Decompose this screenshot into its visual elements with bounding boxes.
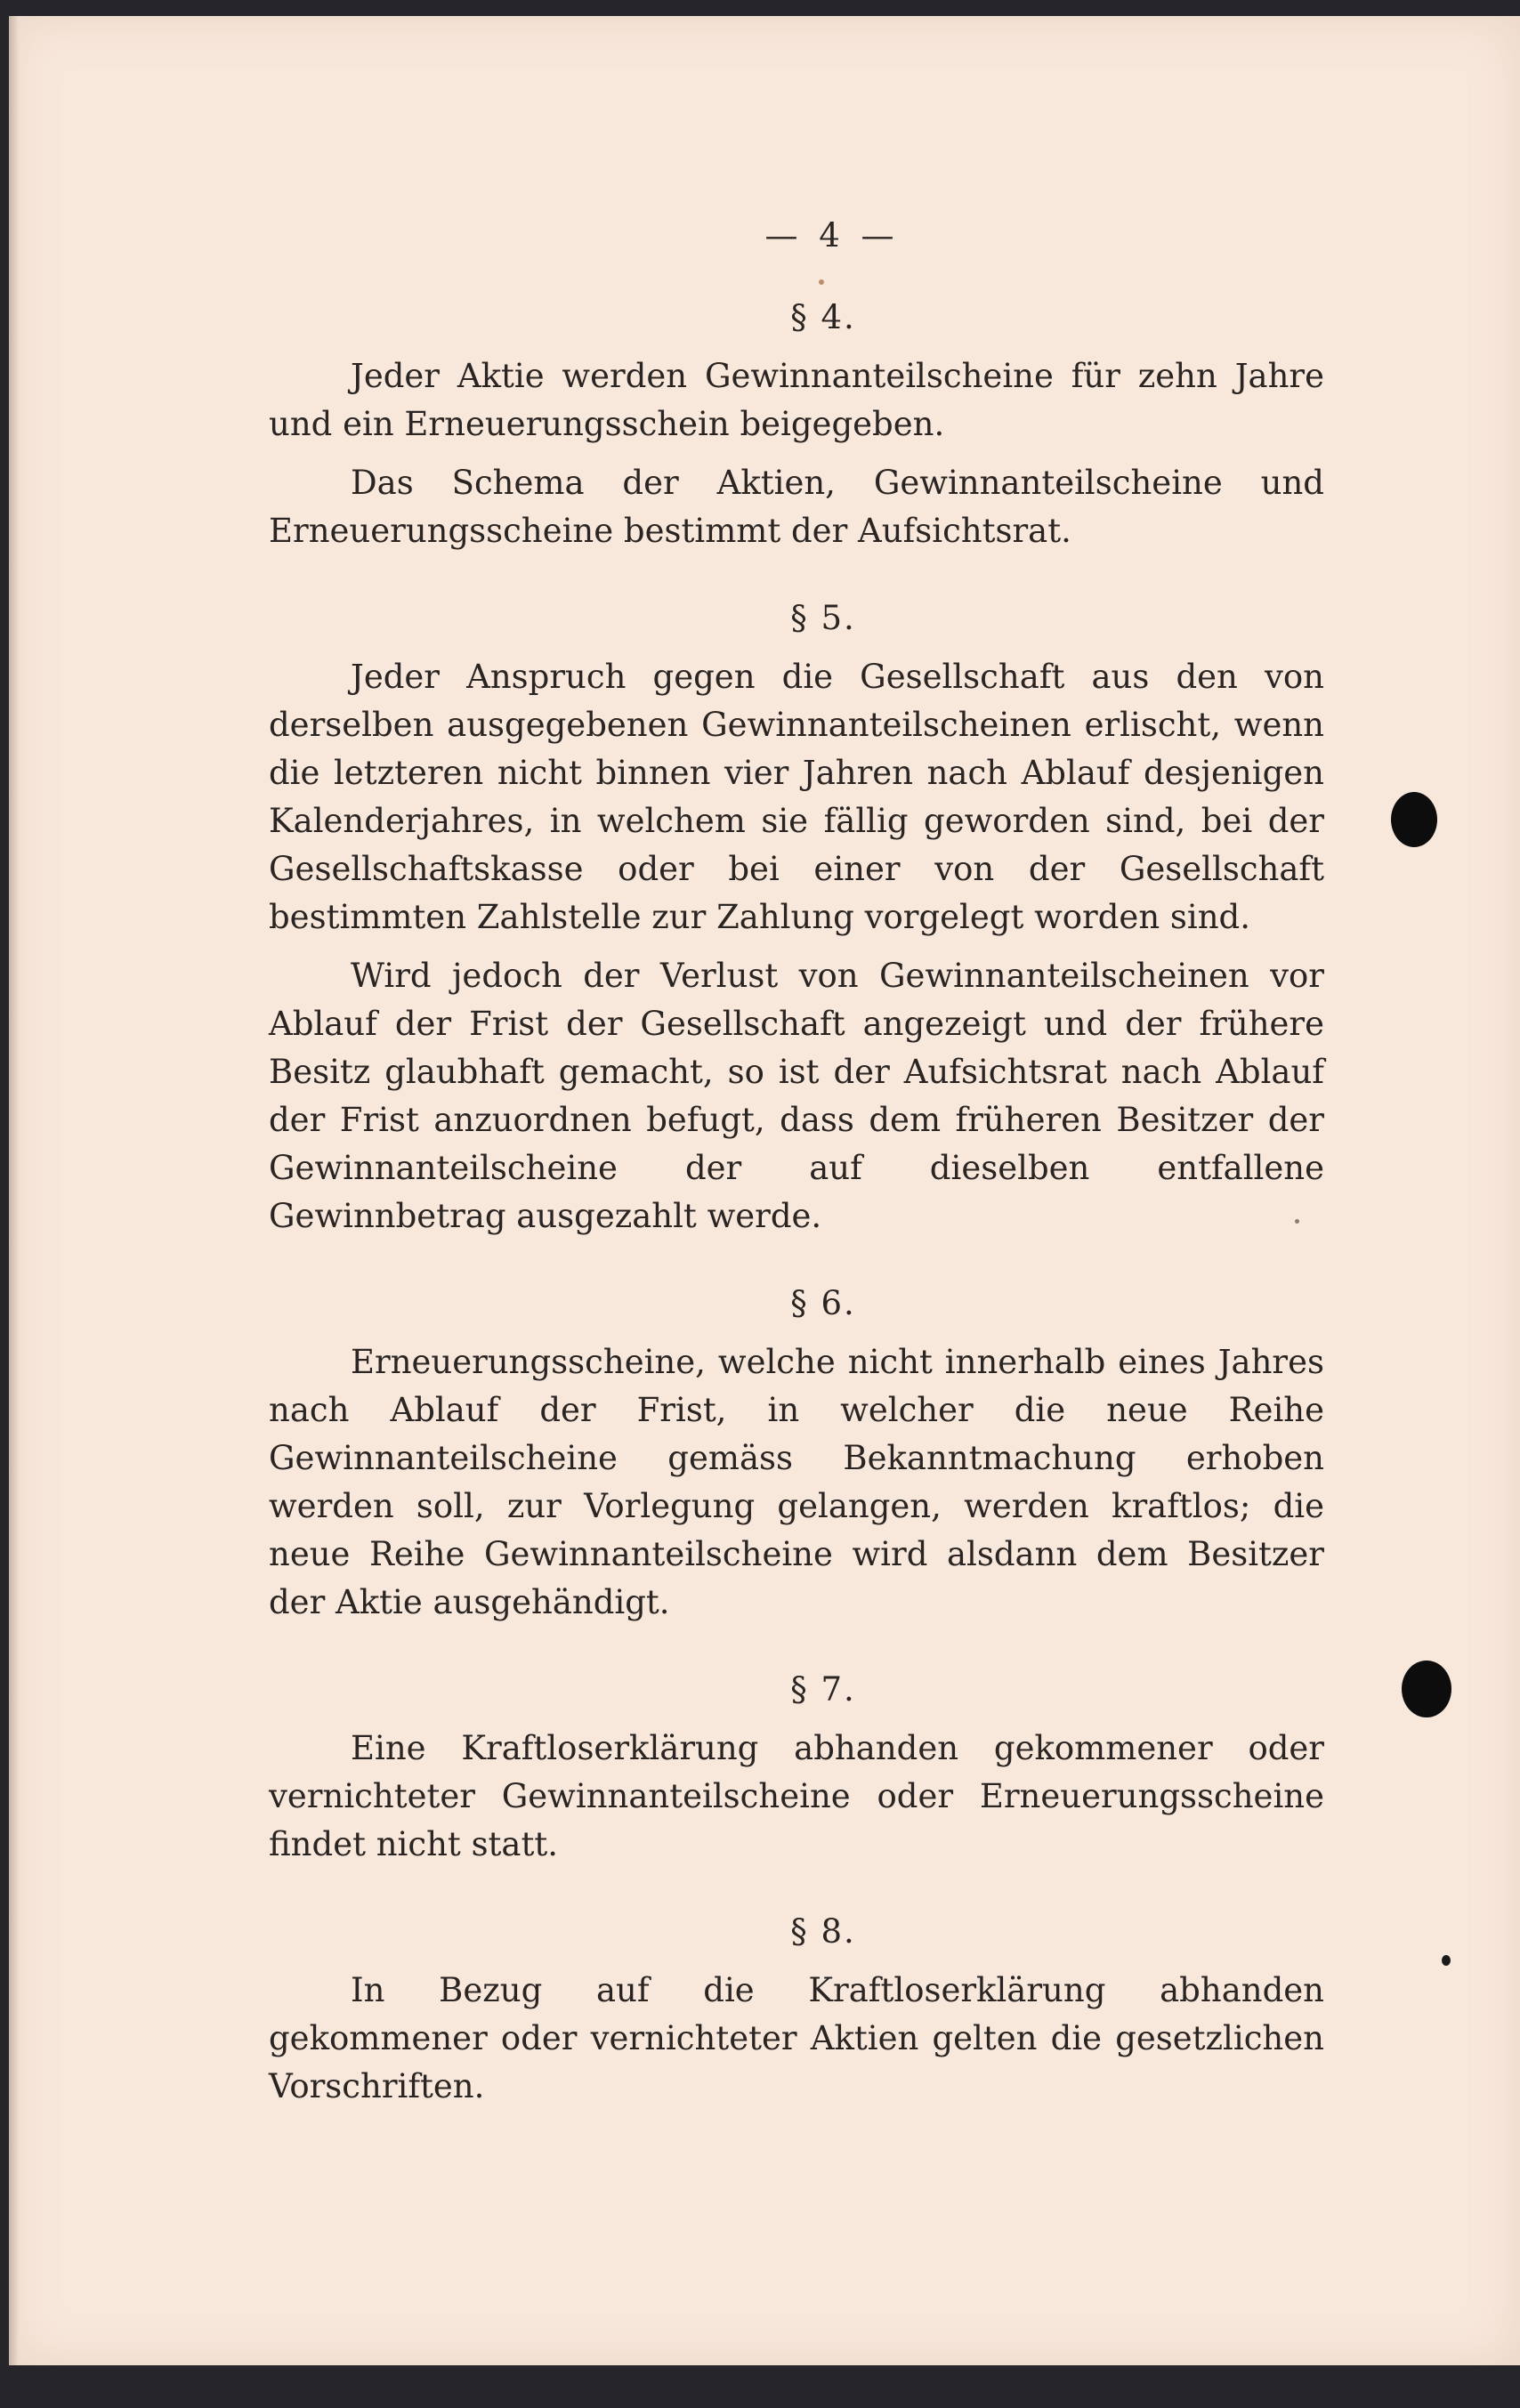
document-body xyxy=(269,212,1324,2150)
page-number: — 4 — xyxy=(764,216,900,255)
section-7 xyxy=(269,1666,1324,1869)
ink-speck xyxy=(1442,1955,1451,1966)
paragraph: Erneuerungsscheine, welche nicht innerhalb eines Jahres nach Ablauf der Frist, in welcher die neue Reihe Gewinnanteilscheine gemäss Bekanntmachung erhoben werden soll, zur Vorlegung gelangen, werden kraftlos; die neue Reihe Gewinnanteilscheine wird alsdann dem Besitzer der Aktie ausgehändigt. xyxy=(269,1343,1324,1621)
section-8 xyxy=(269,1908,1324,2111)
section-4 xyxy=(269,294,1324,555)
section-heading: § 6. xyxy=(790,1284,856,1322)
paragraph: In Bezug auf die Kraftloserklärung abhanden gekommener oder vernichteter Aktien gelten die gesetzlichen Vorschriften. xyxy=(269,1971,1324,2105)
punch-hole xyxy=(1402,1661,1451,1717)
paper-edge xyxy=(9,16,20,2365)
paragraph: Eine Kraftloserklärung abhanden gekommener oder vernichteter Gewinnanteilscheine oder Erneuerungsscheine findet nicht statt. xyxy=(269,1729,1324,1863)
scan-border xyxy=(0,2387,1520,2408)
section-6 xyxy=(269,1280,1324,1627)
paragraph: Das Schema der Aktien, Gewinnanteilscheine und Erneuerungsscheine bestimmt der Aufsichtsrat. xyxy=(269,464,1324,550)
paragraph: Wird jedoch der Verlust von Gewinnanteilscheinen vor Ablauf der Frist der Gesellschaft angezeigt und der frühere Besitz glaubhaft gemacht, so ist der Aufsichtsrat nach Ablauf der Frist anzuordnen befugt, dass dem früheren Besitzer der Gewinnanteilscheine der auf dieselben entfallene Gewinnbetrag ausgezahlt werde. xyxy=(269,957,1324,1235)
paragraph: Jeder Aktie werden Gewinnanteilscheine für zehn Jahre und ein Erneuerungsschein beigegeben. xyxy=(269,357,1324,443)
paragraph: Jeder Anspruch gegen die Gesellschaft aus den von derselben ausgegebenen Gewinnanteilscheinen erlischt, wenn die letzteren nicht binnen vier Jahren nach Ablauf desjenigen Kalenderjahres, in welchem sie fällig geworden sind, bei der Gesellschaftskasse oder bei einer von der Gesellschaft bestimmten Zahlstelle zur Zahlung vorgelegt worden sind. xyxy=(269,658,1324,936)
section-heading: § 8. xyxy=(790,1912,856,1951)
section-heading: § 7. xyxy=(790,1670,856,1709)
section-heading: § 5. xyxy=(790,599,856,637)
punch-hole xyxy=(1391,792,1437,847)
section-heading: § 4. xyxy=(790,298,856,336)
section-5 xyxy=(269,594,1324,1240)
